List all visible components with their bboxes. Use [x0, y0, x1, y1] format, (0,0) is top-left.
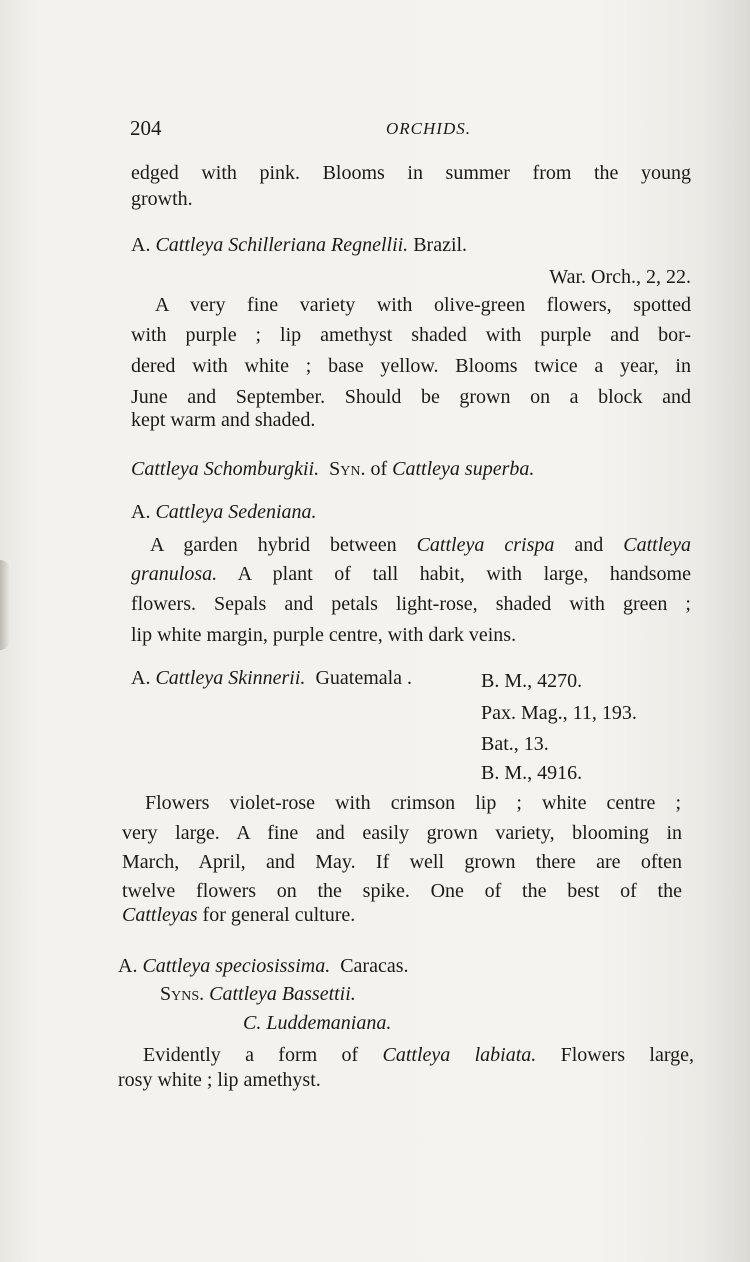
text-run: Evidently a form of: [143, 1044, 359, 1066]
species-name: Cattleya Schilleriana Regnellii.: [155, 234, 409, 256]
text-line: A very fine variety with olive-green flowers, spotted: [155, 294, 691, 316]
text-line: rosy white ; lip amethyst.: [118, 1069, 321, 1091]
text-line: flowers. Sepals and petals light-rose, shaded with green ;: [131, 593, 691, 615]
species-name: granulosa.: [131, 563, 218, 585]
text-line: [150, 532, 691, 558]
reference: B. M., 4270.: [481, 670, 583, 692]
text-run: Flowers large,: [560, 1044, 695, 1066]
species-name: Cattleyas: [122, 904, 198, 926]
text-line: Flowers violet-rose with crimson lip ; white centre ;: [145, 792, 681, 814]
entry-heading: [131, 456, 534, 482]
text-line: March, April, and May. If well grown there are often: [122, 851, 682, 873]
synonyms-line: [160, 981, 356, 1007]
region: Guatemala .: [315, 667, 413, 689]
text-line: dered with white ; base yellow. Blooms twice a year, in: [131, 355, 691, 377]
text-run: for general culture.: [202, 904, 356, 926]
text-line: twelve flowers on the spike. One of the best of the: [122, 880, 682, 902]
syn-label: Syn.: [329, 458, 366, 480]
reference: Bat., 13.: [481, 733, 549, 755]
region: Caracas.: [340, 955, 409, 977]
entry-heading: [131, 499, 317, 525]
region: Brazil.: [413, 234, 468, 256]
species-name: Cattleya crispa: [416, 534, 555, 556]
text-line: edged with pink. Blooms in summer from the young: [131, 162, 691, 184]
species-name: Cattleya Skinnerii.: [155, 667, 306, 689]
species-name: Cattleya Sedeniana.: [155, 501, 317, 523]
entry-prefix: A.: [118, 955, 138, 977]
text-line: very large. A fine and easily grown variety, blooming in: [122, 822, 682, 844]
entry-heading: [131, 232, 467, 258]
text-line: [143, 1042, 694, 1068]
text-line: growth.: [131, 188, 193, 210]
synonym-name: Cattleya superba.: [392, 458, 535, 480]
reference: B. M., 4916.: [481, 762, 583, 784]
text-line: [131, 561, 691, 587]
text-run: A plant of tall habit, with large, handsome: [237, 563, 691, 585]
text-line: lip white margin, purple centre, with dark veins.: [131, 624, 517, 646]
reference: War. Orch., 2, 22.: [549, 266, 691, 288]
species-name: Cattleya: [623, 534, 692, 556]
text-run: A garden hybrid between: [150, 534, 397, 556]
synonym-name: C. Luddemaniana.: [243, 1012, 392, 1034]
text-line: [122, 902, 355, 928]
text-line: June and September. Should be grown on a block and: [131, 386, 691, 408]
text-line: kept warm and shaded.: [131, 409, 316, 431]
text-line: with purple ; lip amethyst shaded with purple and bor-: [131, 324, 691, 346]
synonym-name: Cattleya Bassettii.: [209, 983, 356, 1005]
page-number: 204: [130, 116, 162, 140]
species-name: Cattleya Schomburgkii.: [131, 458, 320, 480]
entry-prefix: A.: [131, 667, 151, 689]
entry-prefix: A.: [131, 234, 151, 256]
syns-label: Syns.: [160, 983, 205, 1005]
entry-prefix: A.: [131, 501, 151, 523]
species-name: Cattleya labiata.: [382, 1044, 537, 1066]
species-name: Cattleya speciosissima.: [142, 955, 331, 977]
text-run: and: [574, 534, 604, 556]
syn-of: of: [370, 458, 388, 480]
reference: Pax. Mag., 11, 193.: [481, 702, 637, 724]
binding-shadow: [0, 560, 10, 650]
entry-heading: [118, 953, 409, 979]
running-head: [130, 116, 690, 144]
entry-heading: [131, 665, 412, 691]
page-title: ORCHIDS.: [386, 119, 471, 138]
